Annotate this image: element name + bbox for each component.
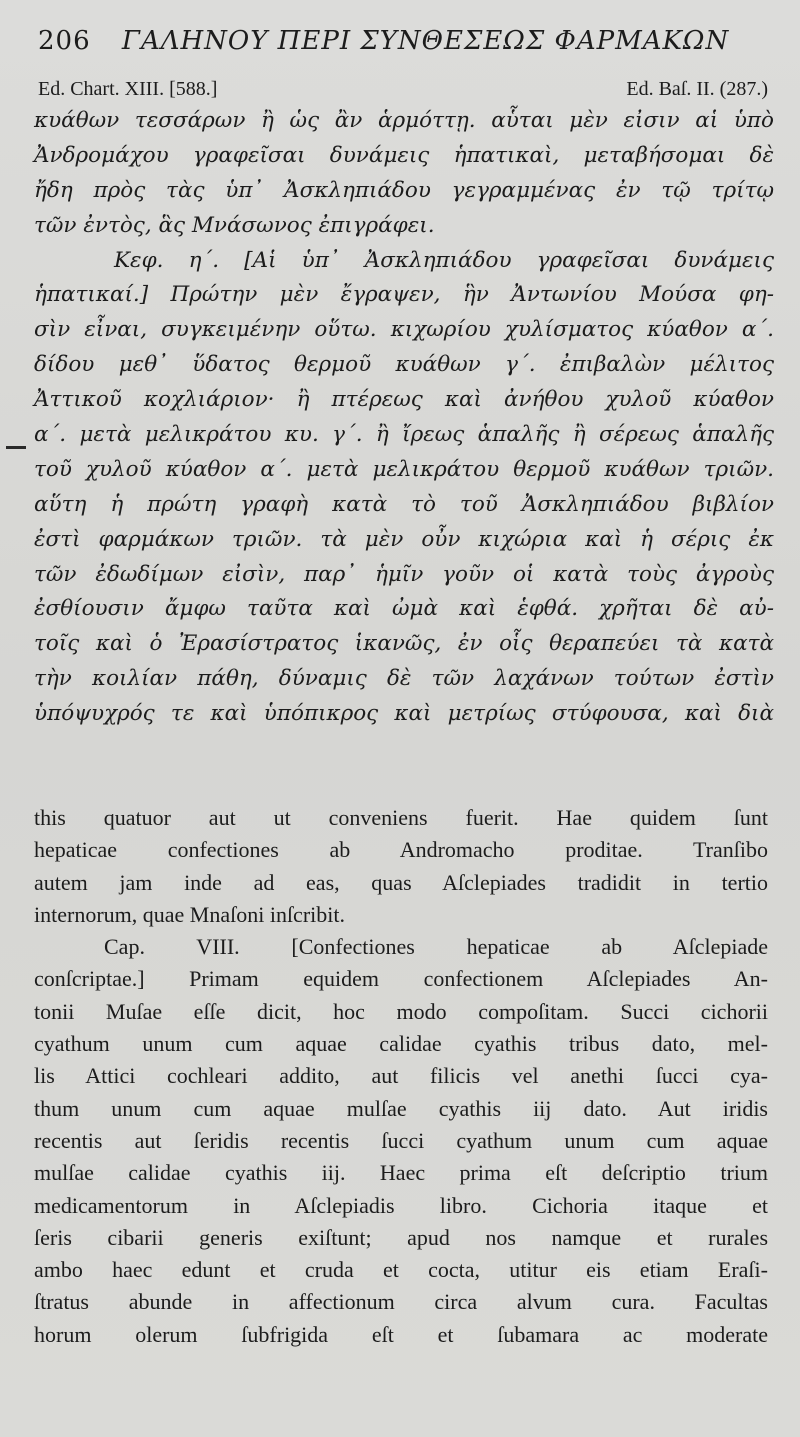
greek-line: τῶν ἐδωδίμων εἰσὶν, παρ᾽ ἡμῖν γοῦν οἱ κατὰ τοὺς ἀγροὺς [34, 561, 774, 587]
latin-line: internorum, quae Mnaſoni inſcribit. [34, 901, 345, 927]
greek-line: τοῦ χυλοῦ κύαθον α΄. μετὰ μελικράτου θερμοῦ κυάθων τριῶν. [34, 456, 774, 482]
greek-line: ἐσθίουσιν ἄμφω ταῦτα καὶ ὠμὰ καὶ ἑφθά. χρῆται δὲ αὐ- [34, 596, 774, 622]
latin-text-block [34, 802, 768, 1351]
edition-reference-basel: Ed. Baſ. II. (287.) [626, 78, 768, 100]
page-number: 206 [38, 26, 91, 56]
latin-line: autem jam inde ad eas, quas Aſclepiades tradidit in tertio [34, 869, 768, 895]
latin-line: ſeris cibarii generis exiſtunt; apud nos namque et rurales [34, 1224, 768, 1250]
greek-line: α΄. μετὰ μελικράτου κυ. γ΄. ἢ ἴρεως ἁπαλῆς ἢ σέρεως ἁπαλῆς [34, 422, 774, 448]
latin-line: hepaticae confectiones ab Andromacho proditae. Tranſibo [34, 837, 768, 863]
latin-line: ambo haec edunt et cruda et cocta, utitur eis etiam Eraſi- [34, 1257, 768, 1283]
margin-mark [6, 446, 26, 449]
latin-line: ſtratus abunde in affectionum circa alvum cura. Facultas [34, 1289, 768, 1315]
greek-line: τοῖς καὶ ὁ Ἐρασίστρατος ἱκανῶς, ἐν οἷς θεραπεύει τὰ κατὰ [34, 631, 774, 657]
running-header [38, 26, 778, 66]
greek-text-block [34, 104, 774, 732]
greek-line: κυάθων τεσσάρων ἢ ὡς ἂν ἁρμόττῃ. αὗται μὲν εἰσιν αἱ ὑπὸ [34, 108, 774, 133]
running-title: ΓΑΛΗΝΟΥ ΠΕΡΙ ΣΥΝΘΕΣΕΩΣ ΦΑΡΜΑΚΩΝ [121, 26, 730, 56]
greek-line: ἐστὶ φαρμάκων τριῶν. τὰ μὲν οὖν κιχώρια καὶ ἡ σέρις ἐκ [34, 526, 774, 552]
latin-chapter-heading-line: Cap. VIII. [Confectiones hepaticae ab Aſclepiade [104, 934, 768, 960]
edition-reference-chartier: Ed. Chart. XIII. [588.] [38, 78, 218, 100]
greek-line: δίδου μεθ᾽ ὕδατος θερμοῦ κυάθων γ΄. ἐπιβαλὼν μέλιτος [34, 352, 774, 378]
greek-line: τὴν κοιλίαν πάθη, δύναμις δὲ τῶν λαχάνων τούτων ἐστὶν [34, 666, 774, 692]
greek-line: Ἀττικοῦ κοχλιάριον· ἢ πτέρεως καὶ ἀνήθου χυλοῦ κύαθον [34, 387, 774, 413]
latin-line: thum unum cum aquae mulſae cyathis iij dato. Aut iridis [34, 1095, 768, 1121]
greek-line: αὕτη ἡ πρώτη γραφὴ κατὰ τὸ τοῦ Ἀσκληπιάδου βιβλίον [34, 491, 774, 517]
greek-line: σὶν εἶναι, συγκειμένην οὕτω. κιχωρίου χυλίσματος κύαθον α΄. [34, 317, 774, 343]
greek-line: ὑπόψυχρός τε καὶ ὑπόπικρος καὶ μετρίως στύφουσα, καὶ διὰ [34, 701, 774, 727]
latin-line: mulſae calidae cyathis iij. Haec prima eſt deſcriptio trium [34, 1160, 768, 1186]
latin-line: horum olerum ſubfrigida eſt et ſubamara ac moderate [34, 1321, 768, 1347]
latin-line: tonii Muſae eſſe dicit, hoc modo compoſitam. Succi cichorii [34, 998, 768, 1024]
greek-chapter-heading-line: Κεφ. η΄. [Αἱ ὑπ᾽ Ἀσκληπιάδου γραφεῖσαι δυνάμεις [114, 247, 774, 273]
latin-line: recentis aut ſeridis recentis ſucci cyathum unum cum aquae [34, 1127, 768, 1153]
greek-line: ἡπατικαί.] Πρώτην μὲν ἔγραψεν, ἣν Ἀντωνίου Μούσα φη- [34, 282, 774, 308]
latin-line: lis Attici cochleari addito, aut filicis vel anethi ſucci cya- [34, 1063, 768, 1089]
edition-references [38, 78, 768, 104]
latin-line: conſcriptae.] Primam equidem confectionem Aſclepiades An- [34, 966, 768, 992]
latin-line: this quatuor aut ut conveniens fuerit. Hae quidem ſunt [34, 805, 768, 830]
greek-line: ἤδη πρὸς τὰς ὑπ᾽ Ἀσκληπιάδου γεγραμμένας ἐν τῷ τρίτῳ [34, 177, 774, 203]
latin-line: medicamentorum in Aſclepiadis libro. Cichoria itaque et [34, 1192, 768, 1218]
greek-line: Ἀνδρομάχου γραφεῖσαι δυνάμεις ἡπατικαὶ, μεταβήσομαι δὲ [34, 142, 774, 168]
latin-line: cyathum unum cum aquae calidae cyathis tribus dato, mel- [34, 1031, 768, 1057]
greek-line: τῶν ἐντὸς, ἃς Μνάσωνος ἐπιγράφει. [34, 212, 435, 238]
